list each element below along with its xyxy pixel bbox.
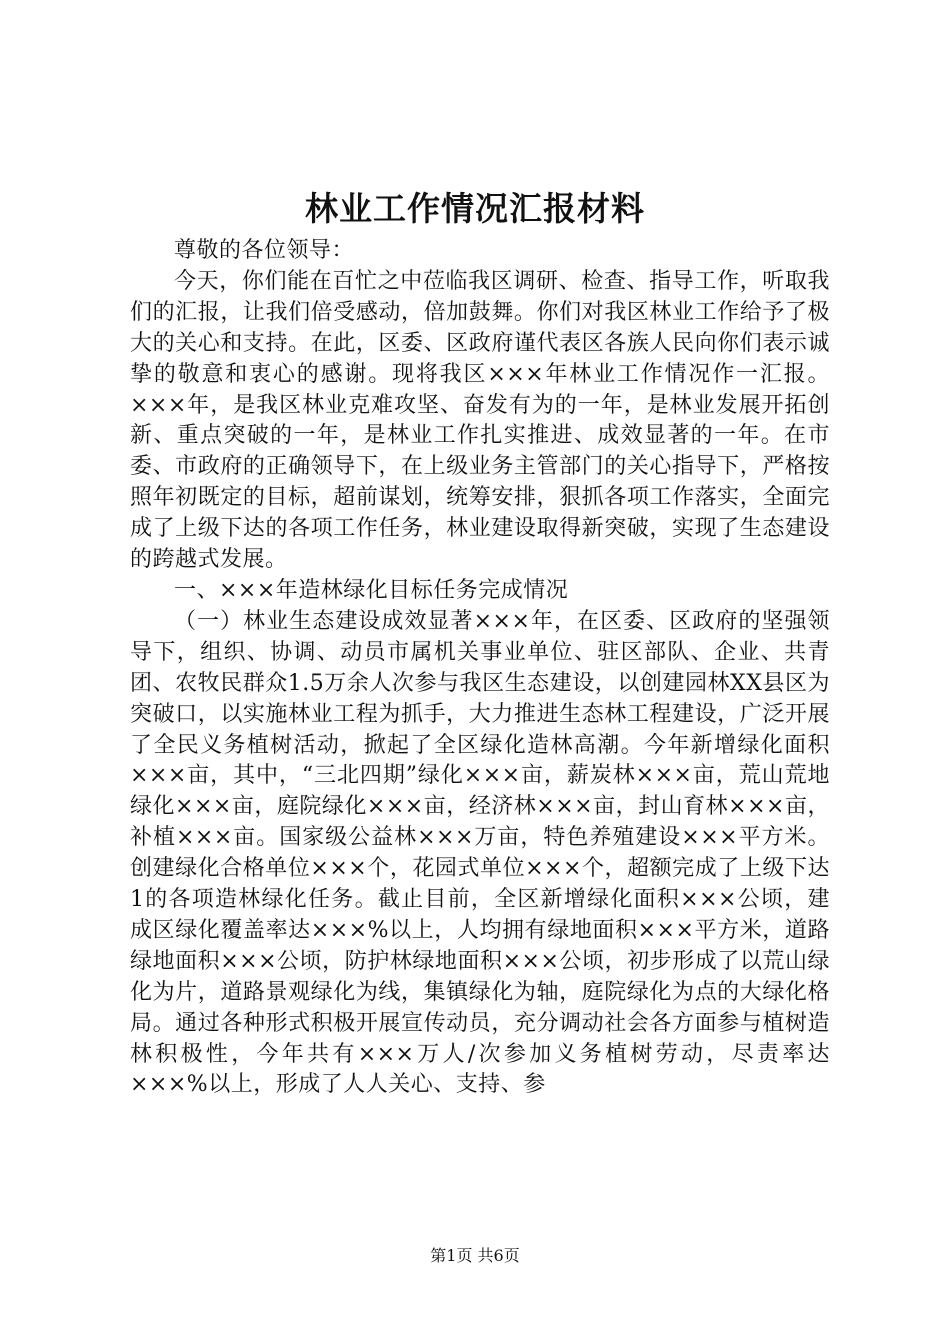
section-heading: 一、×××年造林绿化目标任务完成情况	[174, 577, 569, 603]
salutation: 尊敬的各位领导：	[174, 238, 355, 263]
paragraph-intro: 今天，你们能在百忙之中莅临我区调研、检查、指导工作，听取我们的汇报，让我们倍受感动，倍加鼓舞。你们对我区林业工作给予了极大的关心和支持。在此，区委、区政府谨代表区各族人民向你们表示诚挚的敬意和衷心的感谢。现将我区×××年林业工作情况作一汇报。×××年，是我区林业克难攻坚、奋发有为的一年，是林业发展开拓创新、重点突破的一年，是林业工作扎实推进、成效显著的一年。在市委、市政府的正确领导下，在上级业务主管部门的关心指导下，严格按照年初既定的目标，超前谋划，统筹安排，狠抓各项工作落实，全面完成了上级下达的各项工作任务，林业建设取得新突破，实现了生态建设的跨越式发展。	[130, 268, 830, 573]
page-footer: 第1页 共6页	[430, 1246, 520, 1265]
document-title: 林业工作情况汇报材料	[305, 189, 645, 228]
document-body	[130, 236, 830, 1101]
paragraph-section-1: （一）林业生态建设成效显著×××年，在区委、区政府的坚强领导下，组织、协调、动员市属机关事业单位、驻区部队、企业、共青团、农牧民群众1.5万余人次参与我区生态建设，以创建园林XX县区为突破口，以实施林业工程为抓手，大力推进生态林工程建设，广泛开展了全民义务植树活动，掀起了全区绿化造林高潮。今年新增绿化面积×××亩，其中，“三北四期”绿化×××亩，薪炭林×××亩，荒山荒地绿化×××亩，庭院绿化×××亩，经济林×××亩，封山育林×××亩，补植×××亩。国家级公益林×××万亩，特色养殖建设×××平方米。创建绿化合格单位×××个，花园式单位×××个，超额完成了上级下达1的各项造林绿化任务。截止目前，全区新增绿化面积×××公顷，建成区绿化覆盖率达×××%以上，人均拥有绿地面积×××平方米，道路绿地面积×××公顷，防护林绿地面积×××公顷，初步形成了以荒山绿化为片，道路景观绿化为线，集镇绿化为轴，庭院绿化为点的大绿化格局。通过各种形式积极开展宣传动员，充分调动社会各方面参与植树造林积极性，今年共有×××万人/次参加义务植树劳动，尽责率达×××%以上，形成了人人关心、支持、参	[130, 608, 830, 1098]
